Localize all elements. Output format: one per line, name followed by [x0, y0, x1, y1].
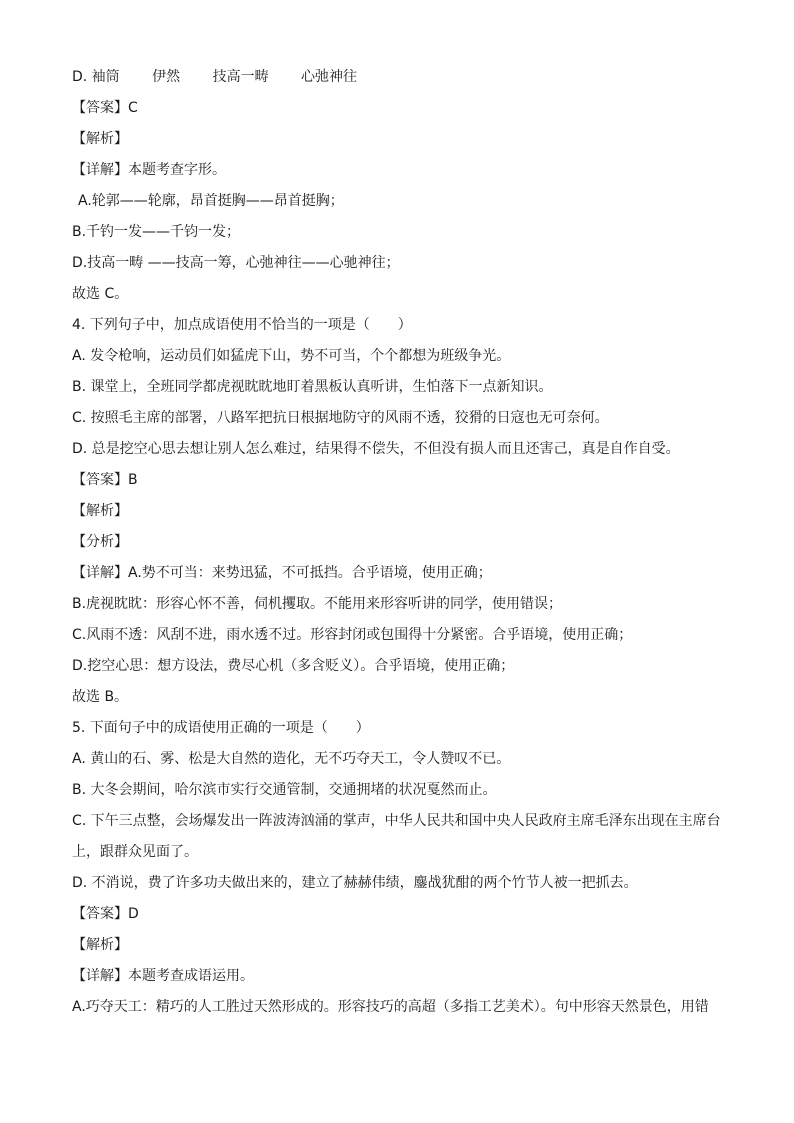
- q3-detail: 【详解】本题考查字形。: [72, 162, 226, 178]
- option-d-item-1: D. 袖筒: [72, 69, 120, 85]
- q4-option-a: A. 发令枪响，运动员们如猛虎下山，势不可当，个个都想为班级争光。: [72, 348, 511, 364]
- q4-fenxi: 【分析】: [72, 534, 128, 550]
- q4-detail-b: B.虎视眈眈：形容心怀不善，伺机攫取。不能用来形容听讲的同学，使用错误；: [72, 596, 563, 612]
- q4-option-c: C. 按照毛主席的部署，八路军把抗日根据地防守的风雨不透，狡猾的日寇也无可奈何。: [72, 410, 609, 426]
- option-d-item-4: 心弛神往: [301, 69, 358, 85]
- q3-answer: 【答案】C: [72, 100, 138, 116]
- q4-conclusion: 故选 B。: [72, 689, 129, 705]
- q4-analysis: 【解析】: [72, 503, 128, 519]
- q3-detail-d: D.技高一畴 ——技高一筹，心弛神往——心驰神往；: [72, 255, 400, 271]
- q5-answer: 【答案】D: [72, 906, 139, 922]
- option-d-item-3: 技高一畴: [212, 69, 269, 85]
- q4-detail-d: D.挖空心思：想方设法，费尽心机（多含贬义）。合乎语境，使用正确；: [72, 658, 515, 674]
- document-page: [72, 62, 722, 1023]
- q4-detail-c: C.风雨不透：风刮不进，雨水透不过。形容封闭或包围得十分紧密。合乎语境，使用正确；: [72, 627, 633, 643]
- q5-stem: 5. 下面句子中的成语使用正确的一项是（ ）: [72, 720, 370, 736]
- q4-answer: 【答案】B: [72, 472, 138, 488]
- q5-analysis: 【解析】: [72, 937, 128, 953]
- q3-conclusion: 故选 C。: [72, 286, 129, 302]
- q4-option-b: B. 课堂上，全班同学都虎视眈眈地盯着黑板认真听讲，生怕落下一点新知识。: [72, 379, 553, 395]
- q3-option-d: [72, 62, 722, 93]
- q5-option-a: A. 黄山的石、雾、松是大自然的造化，无不巧夺天工，令人赞叹不已。: [72, 751, 511, 767]
- q3-analysis: 【解析】: [72, 131, 128, 147]
- q5-option-b: B. 大冬会期间，哈尔滨市实行交通管制，交通拥堵的状况戛然而止。: [72, 782, 497, 798]
- q4-option-d: D. 总是挖空心思去想让别人怎么难过，结果得不偿失，不但没有损人而且还害己，真是自作自受。: [72, 441, 680, 457]
- q4-stem: 4. 下列句子中，加点成语使用不恰当的一项是（ ）: [72, 317, 412, 333]
- q4-detail-a: 【详解】A.势不可当：来势迅猛，不可抵挡。合乎语境，使用正确；: [72, 565, 492, 581]
- q3-detail-b: B.千钓一发——千钧一发；: [72, 224, 241, 240]
- option-d-item-2: 伊然: [152, 69, 181, 85]
- q5-option-c: C. 下午三点整，会场爆发出一阵波涛汹涌的掌声，中华人民共和国中央人民政府主席毛泽东出现在主席台上，跟群众见面了。: [72, 813, 721, 860]
- q5-option-d: D. 不消说，费了许多功夫做出来的，建立了赫赫伟绩，鏖战犹酣的两个竹节人被一把抓去。: [72, 875, 638, 891]
- q3-detail-a: A.轮郭——轮廓，昂首挺胸——昂首挺胸；: [78, 193, 344, 209]
- q5-detail-a: A.巧夺天工：精巧的人工胜过天然形成的。形容技巧的高超（多指工艺美术）。句中形容天然景色，用错: [72, 999, 709, 1015]
- q5-detail: 【详解】本题考查成语运用。: [72, 968, 254, 984]
